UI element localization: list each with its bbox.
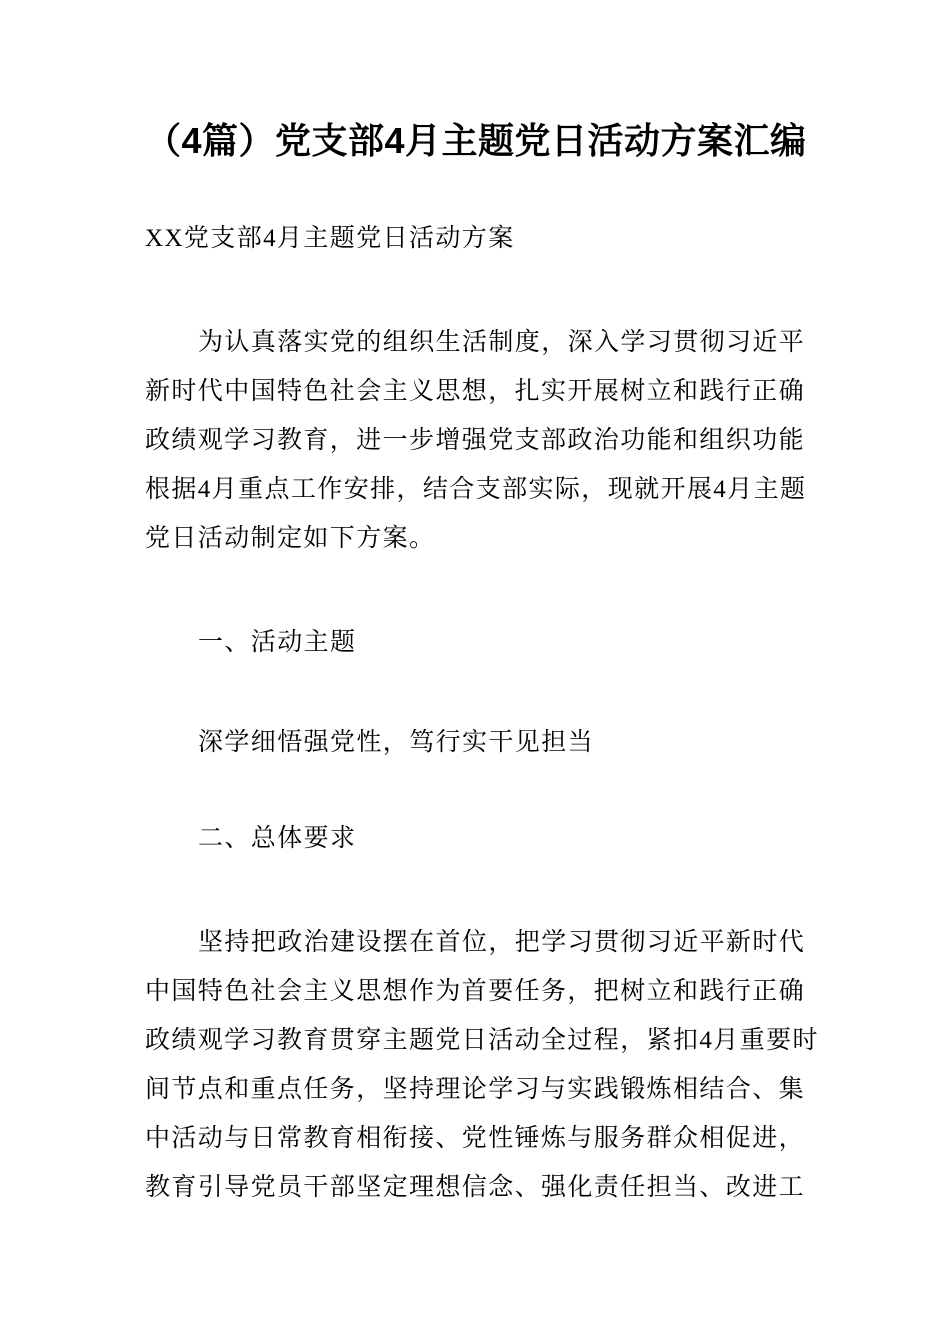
text-line: 党日活动制定如下方案。 (145, 525, 436, 552)
text-line: 为认真落实党的组织生活制度，深入学习贯彻习近平 (198, 329, 806, 356)
text-line: 根据4月重点工作安排，结合支部实际，现就开展4月主题 (145, 476, 807, 503)
title-line: （4篇）党支部4月主题党日活动方案汇编 (145, 120, 807, 161)
document-title (145, 111, 805, 171)
paragraph-intro (145, 318, 805, 563)
text-line: 间节点和重点任务，坚持理论学习与实践锻炼相结合、集 (145, 1076, 806, 1103)
text-line: XX党支部4月主题党日活动方案 (145, 225, 515, 252)
text-line: 坚持把政治建设摆在首位，把学习贯彻习近平新时代 (198, 929, 806, 956)
text-line: 深学细悟强党性，笃行实干见担当 (198, 729, 595, 756)
text-line: 政绩观学习教育贯穿主题党日活动全过程，紧扣4月重要时 (145, 1027, 819, 1054)
text-line: 中国特色社会主义思想作为首要任务，把树立和践行正确 (145, 978, 806, 1005)
heading-activity-theme (145, 618, 805, 667)
heading-line: 二、总体要求 (198, 825, 357, 852)
paragraph-theme (145, 718, 805, 767)
document-subtitle (145, 214, 805, 263)
document-content (145, 111, 819, 1212)
text-line: 新时代中国特色社会主义思想，扎实开展树立和践行正确 (145, 378, 806, 405)
paragraph-requirements (145, 918, 819, 1212)
heading-overall-requirements (145, 814, 805, 863)
text-line: 中活动与日常教育相衔接、党性锤炼与服务群众相促进， (145, 1125, 806, 1152)
text-line: 教育引导党员干部坚定理想信念、强化责任担当、改进工 (145, 1174, 806, 1201)
text-line: 政绩观学习教育，进一步增强党支部政治功能和组织功能 (145, 427, 806, 454)
heading-line: 一、活动主题 (198, 629, 357, 656)
